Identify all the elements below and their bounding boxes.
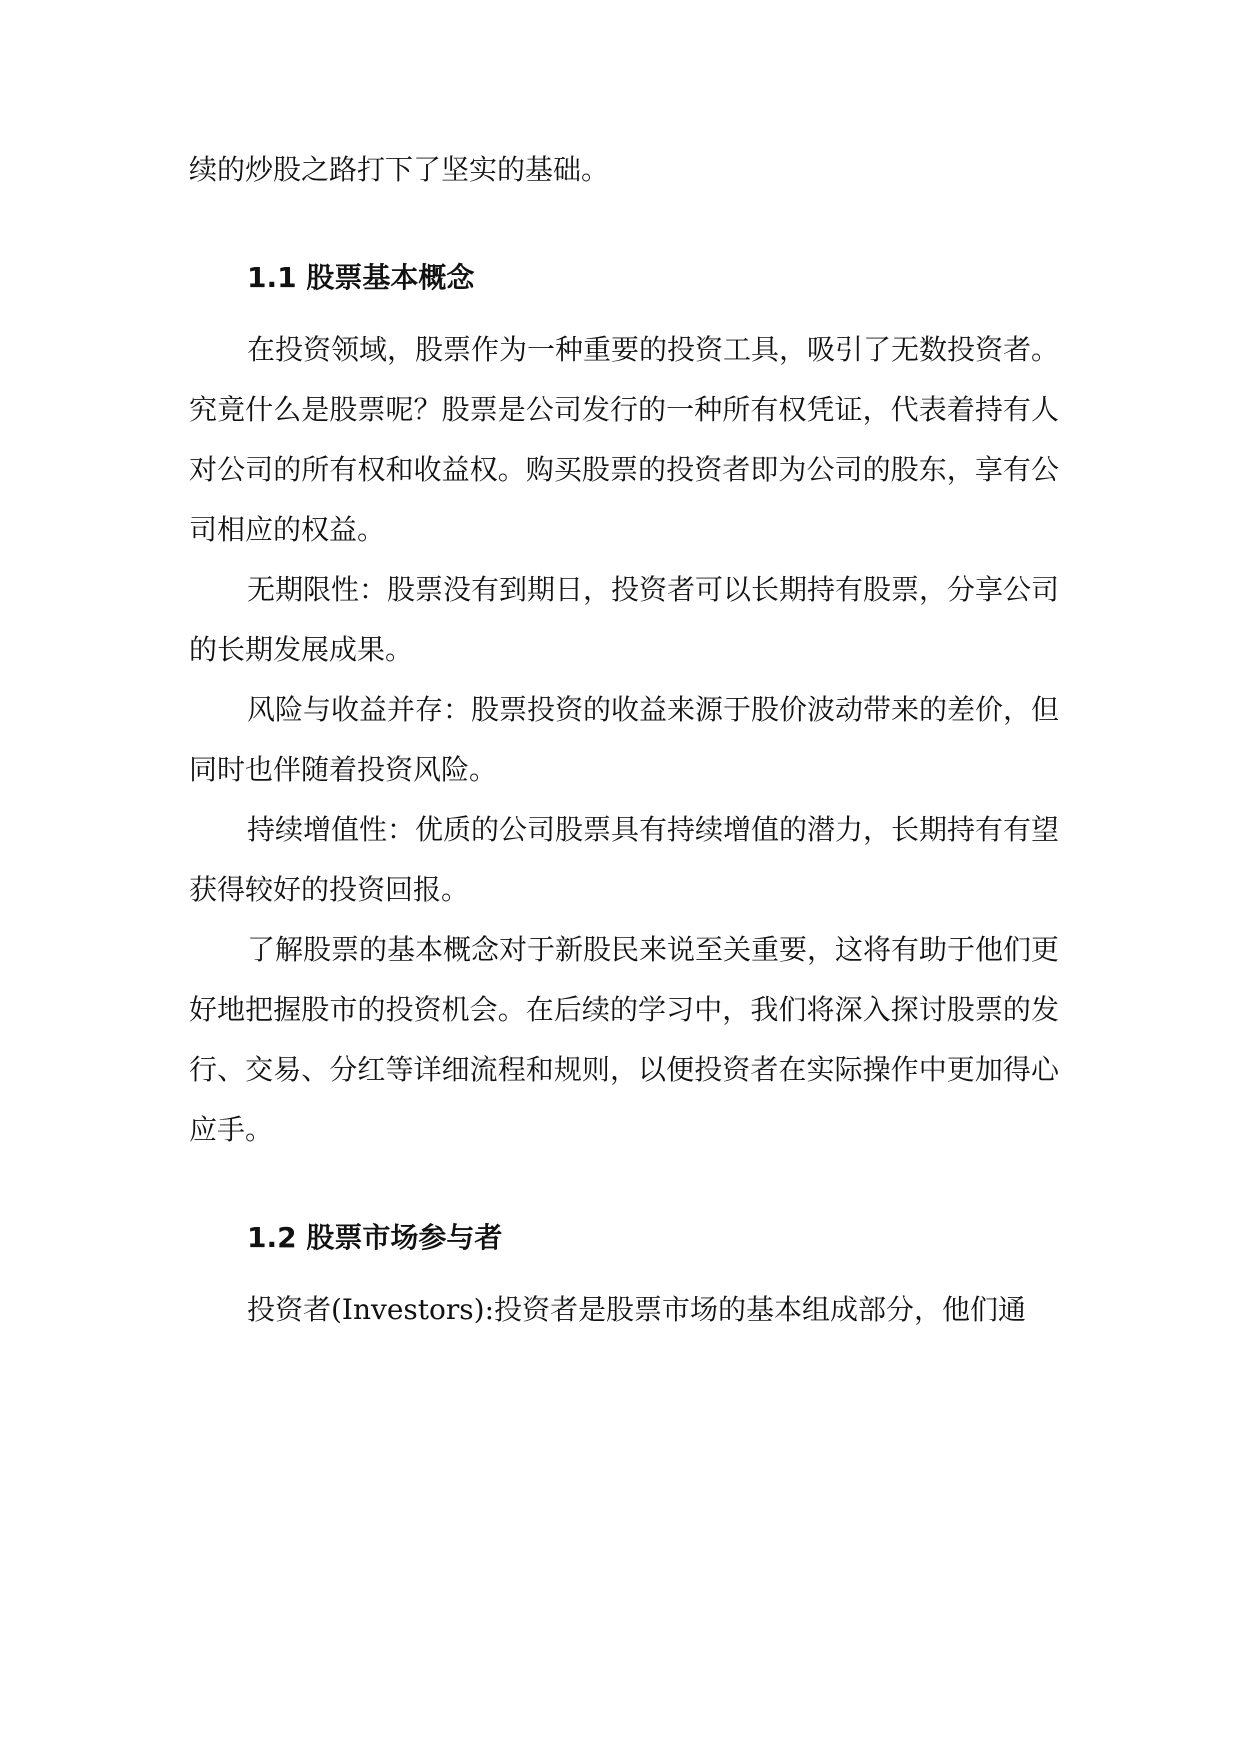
document-body: [189, 140, 1059, 1340]
section-heading-1-2: 1.2 股票市场参与者: [247, 1221, 503, 1254]
continuation-text: 续的炒股之路打下了坚实的基础。: [189, 153, 610, 186]
paragraph-no-maturity: 无期限性：股票没有到期日，投资者可以长期持有股票，分享公司的长期发展成果。: [189, 573, 1060, 666]
spacer: [189, 200, 1059, 248]
paragraph-value-growth: 持续增值性：优质的公司股票具有持续增值的潜力，长期持有有望获得较好的投资回报。: [189, 813, 1060, 906]
paragraph-stock-definition: 在投资领域，股票作为一种重要的投资工具，吸引了无数投资者。究竟什么是股票呢？股票是公司发行的一种所有权凭证，代表着持有人对公司的所有权和收益权。购买股票的投资者即为公司的股东，享有公司相应的权益。: [189, 333, 1060, 546]
section-heading-1-1: 1.1 股票基本概念: [247, 261, 475, 294]
paragraph-summary: 了解股票的基本概念对于新股民来说至关重要，这将有助于他们更好地把握股市的投资机会。在后续的学习中，我们将深入探讨股票的发行、交易、分红等详细流程和规则，以便投资者在实际操作中更加得心应手。: [189, 933, 1060, 1146]
spacer: [189, 1160, 1059, 1208]
paragraph-risk-return: 风险与收益并存：股票投资的收益来源于股价波动带来的差价，但同时也伴随着投资风险。: [189, 693, 1060, 786]
spacer: [189, 1268, 1059, 1280]
paragraph-investors: 投资者(Investors):投资者是股票市场的基本组成部分，他们通: [247, 1293, 1026, 1326]
spacer: [189, 308, 1059, 320]
